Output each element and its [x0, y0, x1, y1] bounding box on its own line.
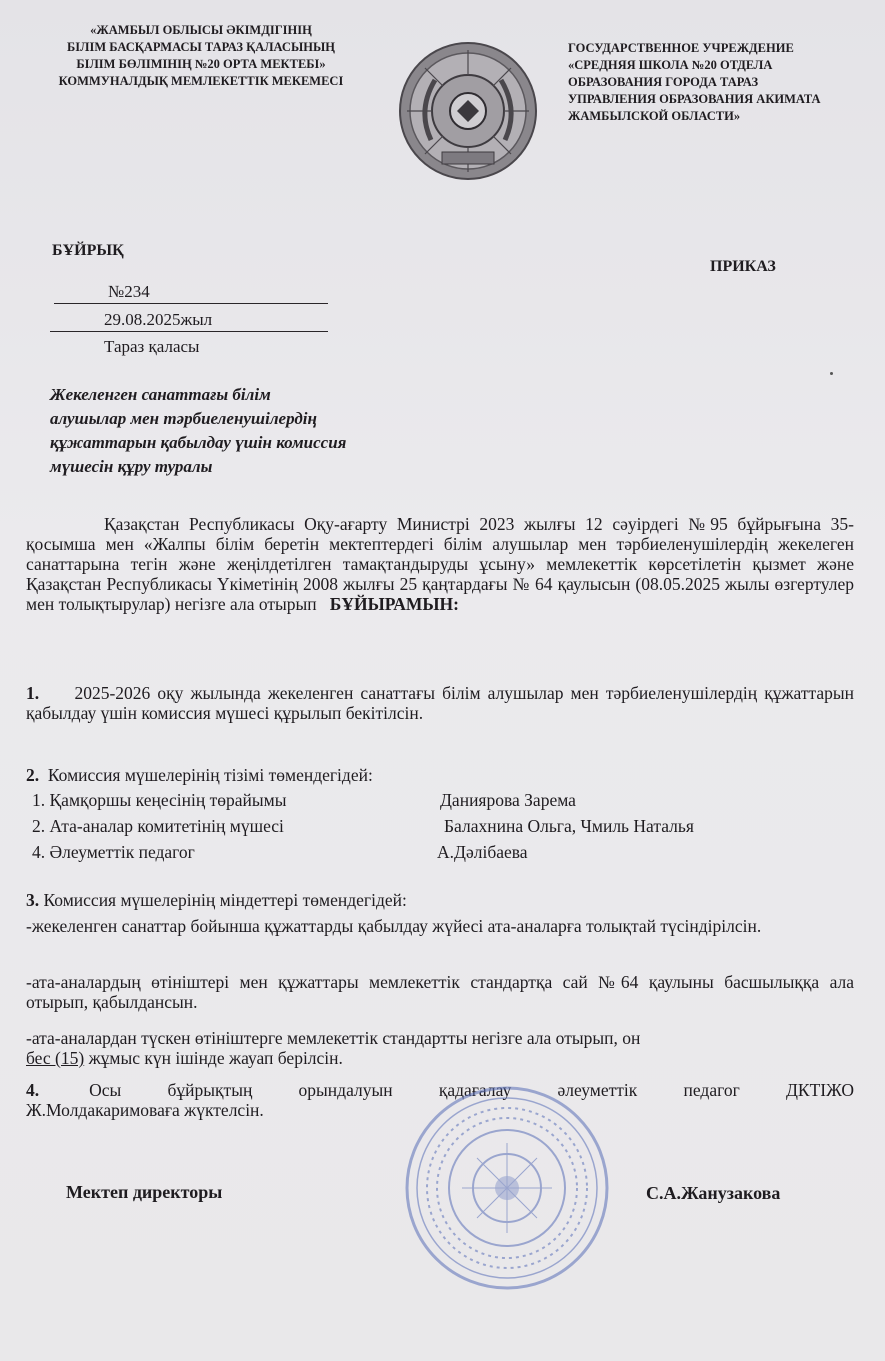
signatory-name: С.А.Жанузакова — [646, 1183, 781, 1203]
member-name: Даниярова Зарема — [440, 790, 576, 810]
school-seal-stamp — [402, 1083, 612, 1293]
duty-2: -ата-аналардың өтініштері мен құжаттары мемлекеттік стандартқа сай №64 қаулыны басшылыққа ала отырып, қабылдансын. — [26, 972, 854, 1012]
document-title-kz: БҰЙРЫҚ — [52, 242, 124, 259]
order-city: Тараз қаласы — [104, 337, 200, 356]
speck — [830, 372, 833, 375]
header-right-line: «СРЕДНЯЯ ШКОЛА №20 ОТДЕЛА — [568, 58, 773, 72]
header-left — [36, 22, 366, 90]
preamble-text: Қазақстан Республикасы Оқу-ағарту Министрі 2023 жылғы 12 сәуірдегі №95 бұйрығына 35-қосымша мен «Жалпы білім беретін мектептердегі білім алушылар мен тәрбиеленушілердің жекелеген санаттарына тегін және жеңілдетілген тамақтандыруды ұсыну» мемлекеттік көрсетілетін қызмет және Қазақстан Республикасы Үкіметінің 2008 жылғы 25 қаңтардағы № 64 қаулысын (08.05.2025 жылы өзгертулер мен толықтырулар) негізге ала отырып — [26, 514, 854, 614]
order-subject — [50, 383, 450, 479]
header-right-line: ОБРАЗОВАНИЯ ГОРОДА ТАРАЗ — [568, 75, 759, 89]
member-role: 2. Ата-аналар комитетінің мүшесі — [32, 816, 284, 836]
duty-3-rest: жұмыс күн ішінде жауап берілсін. — [84, 1048, 343, 1068]
header-left-line: КОММУНАЛДЫҚ МЕМЛЕКЕТТІК МЕКЕМЕСІ — [58, 74, 344, 88]
subject-line: алушылар мен тәрбиеленушілердің — [50, 409, 317, 428]
member-name: А.Дәлібаева — [437, 842, 528, 862]
duty-3-days: бес (15) — [26, 1048, 85, 1068]
item-4-line1: Осы бұйрықтың орындалуын қадағалау әлеуметтік педагог ДКТІЖО — [89, 1080, 854, 1100]
item-3-text: Комиссия мүшелерінің міндеттері төмендегідей: — [43, 890, 407, 910]
order-number: №234 — [108, 282, 150, 301]
item-2-text: Комиссия мүшелерінің тізімі төмендегідей: — [47, 765, 373, 785]
member-role: 4. Әлеуметтік педагог — [32, 842, 195, 862]
item-1 — [26, 683, 854, 723]
item-2-number: 2. — [26, 765, 40, 785]
item-1-text: 2025-2026 оқу жылында жекеленген санаттағы білім алушылар мен тәрбиеленушілердің құжаттарын қабылдау үшін комиссия мүшесі құрылып бекітілсін. — [26, 683, 855, 723]
header-right-line: УПРАВЛЕНИЯ ОБРАЗОВАНИЯ АКИМАТА — [568, 92, 821, 106]
header-left-line: «ЖАМБЫЛ ОБЛЫСЫ ӘКІМДІГІНІҢ — [90, 23, 312, 37]
signatory-title: Мектеп директоры — [66, 1182, 223, 1202]
preamble-paragraph — [26, 514, 854, 614]
item-3-number: 3. — [26, 890, 40, 910]
header-left-line: БІЛІМ БАСҚАРМАСЫ ТАРАЗ ҚАЛАСЫНЫҢ — [67, 40, 335, 54]
member-name: Балахнина Ольга, Чмиль Наталья — [444, 816, 694, 836]
order-word: БҰЙЫРАМЫН: — [329, 594, 459, 614]
duty-1: -жекеленген санаттар бойынша құжаттарды қабылдау жүйесі ата-аналарға толықтай түсіндірілсін. — [26, 916, 762, 936]
order-date: 29.08.2025жыл — [104, 310, 213, 329]
date-underline — [50, 331, 328, 332]
header-right-line: ЖАМБЫЛСКОЙ ОБЛАСТИ» — [568, 109, 741, 123]
document-title-ru: ПРИКАЗ — [710, 258, 776, 275]
item-4-number: 4. — [26, 1080, 40, 1100]
header-left-line: БІЛІМ БӨЛІМІНІҢ №20 ОРТА МЕКТЕБІ» — [76, 57, 326, 71]
item-4-line2: Ж.Молдакаримоваға жүктелсін. — [26, 1100, 264, 1120]
state-emblem-icon — [397, 40, 539, 182]
subject-line: мүшесін құру туралы — [50, 457, 213, 476]
duty-3-text: -ата-аналардан түскен өтініштерге мемлекеттік стандартты негізге ала отырып, он — [26, 1028, 641, 1048]
item-3 — [26, 890, 854, 910]
duty-3 — [26, 1028, 854, 1068]
member-role: 1. Қамқоршы кеңесінің төрайымы — [32, 790, 287, 810]
subject-line: құжаттарын қабылдау үшін комиссия — [50, 433, 347, 452]
subject-line: Жекеленген санаттағы білім — [50, 385, 271, 404]
item-1-number: 1. — [26, 683, 40, 703]
number-underline — [54, 303, 328, 304]
item-2 — [26, 765, 854, 785]
header-right-line: ГОСУДАРСТВЕННОЕ УЧРЕЖДЕНИЕ — [568, 41, 794, 55]
header-right — [568, 40, 868, 125]
